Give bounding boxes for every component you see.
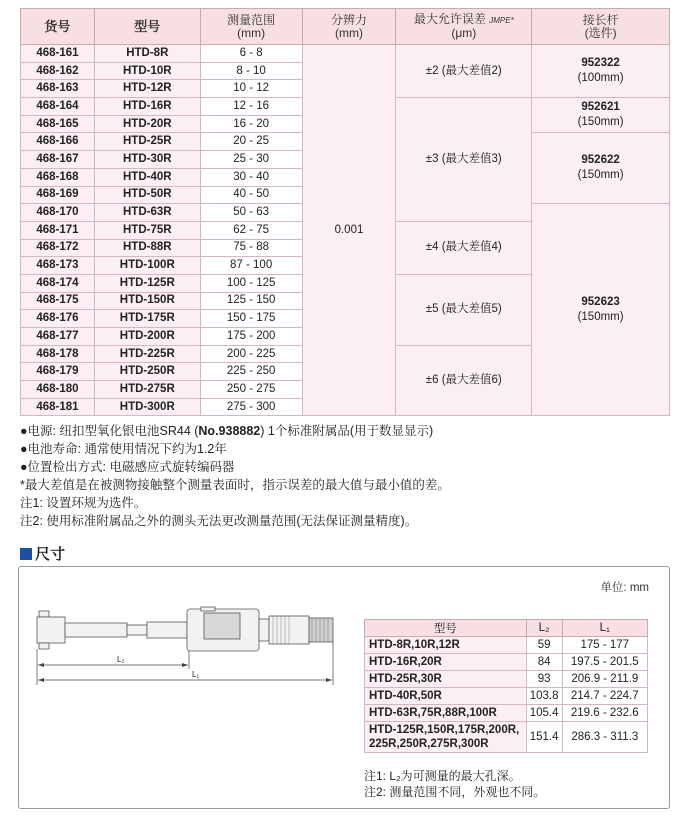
cell-model: HTD-50R — [94, 186, 200, 204]
rod-length: (150mm) — [577, 310, 624, 323]
cell-extension-rod — [532, 204, 670, 416]
spec-table — [20, 8, 670, 416]
cell-range: 62 - 75 — [200, 221, 302, 239]
header-resolution-label: 分辨力 — [330, 12, 367, 27]
cell-range: 150 - 175 — [200, 310, 302, 328]
note-power — [20, 422, 450, 440]
cell-model: HTD-150R — [94, 292, 200, 310]
cell-range: 225 - 250 — [200, 363, 302, 381]
dim-cell-l2: 103.8 — [526, 688, 562, 705]
header-model: 型号 — [94, 9, 200, 45]
note-battery: ●电池寿命: 通常使用情况下约为1.2年 — [20, 442, 227, 456]
dimension-table-header — [365, 620, 648, 637]
cell-max-error: ±4 (最大差值4) — [396, 221, 532, 274]
cell-max-error: ±6 (最大差值6) — [396, 345, 532, 416]
cell-code: 468-172 — [21, 239, 95, 257]
spec-table-header — [21, 9, 670, 45]
header-error-sub: JMPE* — [489, 16, 514, 25]
cell-model: HTD-250R — [94, 363, 200, 381]
cell-code: 468-169 — [21, 186, 95, 204]
cell-code: 468-179 — [21, 363, 95, 381]
cell-code: 468-171 — [21, 221, 95, 239]
dim-header-model: 型号 — [365, 620, 527, 637]
dim-cell-model: HTD-16R,20R — [365, 654, 527, 671]
cell-model: HTD-88R — [94, 239, 200, 257]
cell-range: 175 - 200 — [200, 328, 302, 346]
cell-code: 468-170 — [21, 204, 95, 222]
cell-max-error: ±3 (最大差值3) — [396, 98, 532, 222]
header-range — [200, 9, 302, 45]
cell-extension-rod — [532, 133, 670, 204]
cell-code: 468-180 — [21, 381, 95, 399]
cell-code: 468-161 — [21, 45, 95, 63]
table-row — [365, 637, 648, 654]
dim-cell-l1: 206.9 - 211.9 — [562, 671, 647, 688]
note-power-prefix: ●电源: 纽扣型氧化银电池SR44 ( — [20, 424, 199, 438]
dim-cell-l1: 175 - 177 — [562, 637, 647, 654]
dimensions-heading — [20, 543, 65, 564]
display-cap — [201, 607, 215, 611]
note-power-suffix: ) 1个标准附属品(用于数显显示) — [260, 424, 434, 438]
probe-head — [37, 617, 65, 643]
dim-cell-l2: 59 — [526, 637, 562, 654]
dim-cell-l1: 286.3 - 311.3 — [562, 722, 647, 753]
dimensions-box — [18, 566, 670, 809]
cell-range: 40 - 50 — [200, 186, 302, 204]
probe-tip-bottom — [39, 643, 49, 649]
cell-extension-rod — [532, 45, 670, 98]
cell-model: HTD-10R — [94, 62, 200, 80]
cell-range: 16 - 20 — [200, 115, 302, 133]
note-power-bold: No.938882 — [198, 424, 261, 438]
cell-model: HTD-30R — [94, 151, 200, 169]
cell-code: 468-176 — [21, 310, 95, 328]
cell-code: 468-162 — [21, 62, 95, 80]
cell-range: 87 - 100 — [200, 257, 302, 275]
cell-model: HTD-25R — [94, 133, 200, 151]
header-rod — [532, 9, 670, 45]
cell-code: 468-175 — [21, 292, 95, 310]
cell-range: 12 - 16 — [200, 98, 302, 116]
dim-cell-l1: 219.6 - 232.6 — [562, 705, 647, 722]
cell-model: HTD-16R — [94, 98, 200, 116]
dim-note-2: 注2: 测量范围不同，外观也不同。 — [364, 785, 546, 799]
cell-code: 468-174 — [21, 274, 95, 292]
table-row — [365, 671, 648, 688]
cell-model: HTD-200R — [94, 328, 200, 346]
dim-cell-model: HTD-63R,75R,88R,100R — [365, 705, 527, 722]
header-rod-label: 接长杆 — [582, 12, 619, 27]
cell-code: 468-163 — [21, 80, 95, 98]
thimble-collar — [259, 619, 269, 641]
table-row — [365, 705, 648, 722]
dim-cell-model: HTD-8R,10R,12R — [365, 637, 527, 654]
cell-model: HTD-225R — [94, 345, 200, 363]
dim-cell-model: HTD-125R,150R,175R,200R, 225R,250R,275R,300R — [365, 722, 527, 753]
cell-code: 468-164 — [21, 98, 95, 116]
rod-code: 952621 — [581, 101, 620, 114]
dim-note-1: 注1: L₂为可测量的最大孔深。 — [364, 769, 521, 783]
table-row — [365, 688, 648, 705]
cell-range: 200 - 225 — [200, 345, 302, 363]
rod-code: 952623 — [581, 295, 620, 308]
cell-model: HTD-275R — [94, 381, 200, 399]
dimension-table-body — [365, 637, 648, 753]
dim-cell-l1: 197.5 - 201.5 — [562, 654, 647, 671]
cell-range: 20 - 25 — [200, 133, 302, 151]
header-error — [396, 9, 532, 45]
rod-length: (150mm) — [577, 169, 624, 182]
cell-range: 10 - 12 — [200, 80, 302, 98]
cell-range: 125 - 150 — [200, 292, 302, 310]
cell-model: HTD-63R — [94, 204, 200, 222]
note-detection: ●位置检出方式: 电磁感应式旋转编码器 — [20, 460, 235, 474]
extension-body — [147, 622, 187, 638]
probe-tip-top — [39, 611, 49, 617]
cell-range: 250 - 275 — [200, 381, 302, 399]
header-code: 货号 — [21, 9, 95, 45]
cell-range: 6 - 8 — [200, 45, 302, 63]
table-row — [365, 654, 648, 671]
cell-max-error: ±5 (最大差值5) — [396, 274, 532, 345]
cell-code: 468-181 — [21, 398, 95, 416]
cell-model: HTD-8R — [94, 45, 200, 63]
rod-length: (100mm) — [577, 72, 624, 85]
cell-model: HTD-20R — [94, 115, 200, 133]
dim-header-l2: L₂ — [526, 620, 562, 637]
dim-cell-model: HTD-40R,50R — [365, 688, 527, 705]
header-resolution — [302, 9, 396, 45]
cell-model: HTD-12R — [94, 80, 200, 98]
note-1: 注1: 设置环规为选件。 — [20, 496, 147, 510]
dim-cell-l2: 151.4 — [526, 722, 562, 753]
notes — [20, 422, 450, 530]
cell-model: HTD-300R — [94, 398, 200, 416]
micrometer-diagram — [29, 589, 354, 689]
table-row — [21, 45, 670, 63]
cell-range: 30 - 40 — [200, 168, 302, 186]
unit-label: 单位: mm — [600, 582, 649, 594]
l2-label: L₂ — [117, 655, 125, 664]
lcd-screen — [204, 613, 240, 639]
rod-code: 952322 — [581, 57, 620, 70]
cell-model: HTD-100R — [94, 257, 200, 275]
cell-range: 50 - 63 — [200, 204, 302, 222]
rod-code: 952622 — [581, 154, 620, 167]
dim-cell-l2: 105.4 — [526, 705, 562, 722]
cell-code: 468-167 — [21, 151, 95, 169]
cell-model: HTD-40R — [94, 168, 200, 186]
header-range-label: 测量范围 — [227, 12, 276, 27]
dim-cell-l2: 84 — [526, 654, 562, 671]
header-resolution-unit: (mm) — [334, 25, 363, 40]
cell-code: 468-173 — [21, 257, 95, 275]
l1-label: L₁ — [192, 670, 200, 679]
cell-model: HTD-125R — [94, 274, 200, 292]
cell-max-error: ±2 (最大差值2) — [396, 45, 532, 98]
header-error-unit: (μm) — [451, 26, 477, 40]
cell-model: HTD-75R — [94, 221, 200, 239]
cell-code: 468-168 — [21, 168, 95, 186]
square-bullet-icon — [20, 548, 32, 560]
dimension-table — [364, 619, 648, 753]
spec-table-body — [21, 45, 670, 416]
rod-length: (150mm) — [577, 116, 624, 129]
dim-cell-l1: 214.7 - 224.7 — [562, 688, 647, 705]
note-max-diff: *最大差值是在被测物接触整个测量表面时，指示误差的最大值与最小值的差。 — [20, 478, 450, 492]
probe-shaft — [65, 623, 127, 637]
cell-extension-rod — [532, 98, 670, 133]
cell-code: 468-178 — [21, 345, 95, 363]
cell-model: HTD-175R — [94, 310, 200, 328]
dimensions-heading-text: 尺寸 — [35, 546, 66, 563]
dimension-notes — [364, 768, 545, 800]
cell-code: 468-177 — [21, 328, 95, 346]
header-error-label: 最大允许误差 — [413, 12, 486, 26]
note-2: 注2: 使用标准附属品之外的测头无法更改测量范围(无法保证测量精度)。 — [20, 514, 418, 528]
cell-range: 25 - 30 — [200, 151, 302, 169]
header-range-unit: (mm) — [237, 25, 266, 40]
cell-code: 468-165 — [21, 115, 95, 133]
cell-code: 468-166 — [21, 133, 95, 151]
cell-range: 100 - 125 — [200, 274, 302, 292]
cell-range: 8 - 10 — [200, 62, 302, 80]
header-rod-unit: (选件) — [584, 25, 617, 40]
cell-range: 75 - 88 — [200, 239, 302, 257]
dim-cell-l2: 93 — [526, 671, 562, 688]
cell-resolution: 0.001 — [302, 45, 396, 416]
table-row — [365, 722, 648, 753]
dim-header-l1: L₁ — [562, 620, 647, 637]
dim-cell-model: HTD-25R,30R — [365, 671, 527, 688]
ratchet — [309, 618, 333, 642]
cell-range: 275 - 300 — [200, 398, 302, 416]
probe-neck — [127, 625, 147, 635]
